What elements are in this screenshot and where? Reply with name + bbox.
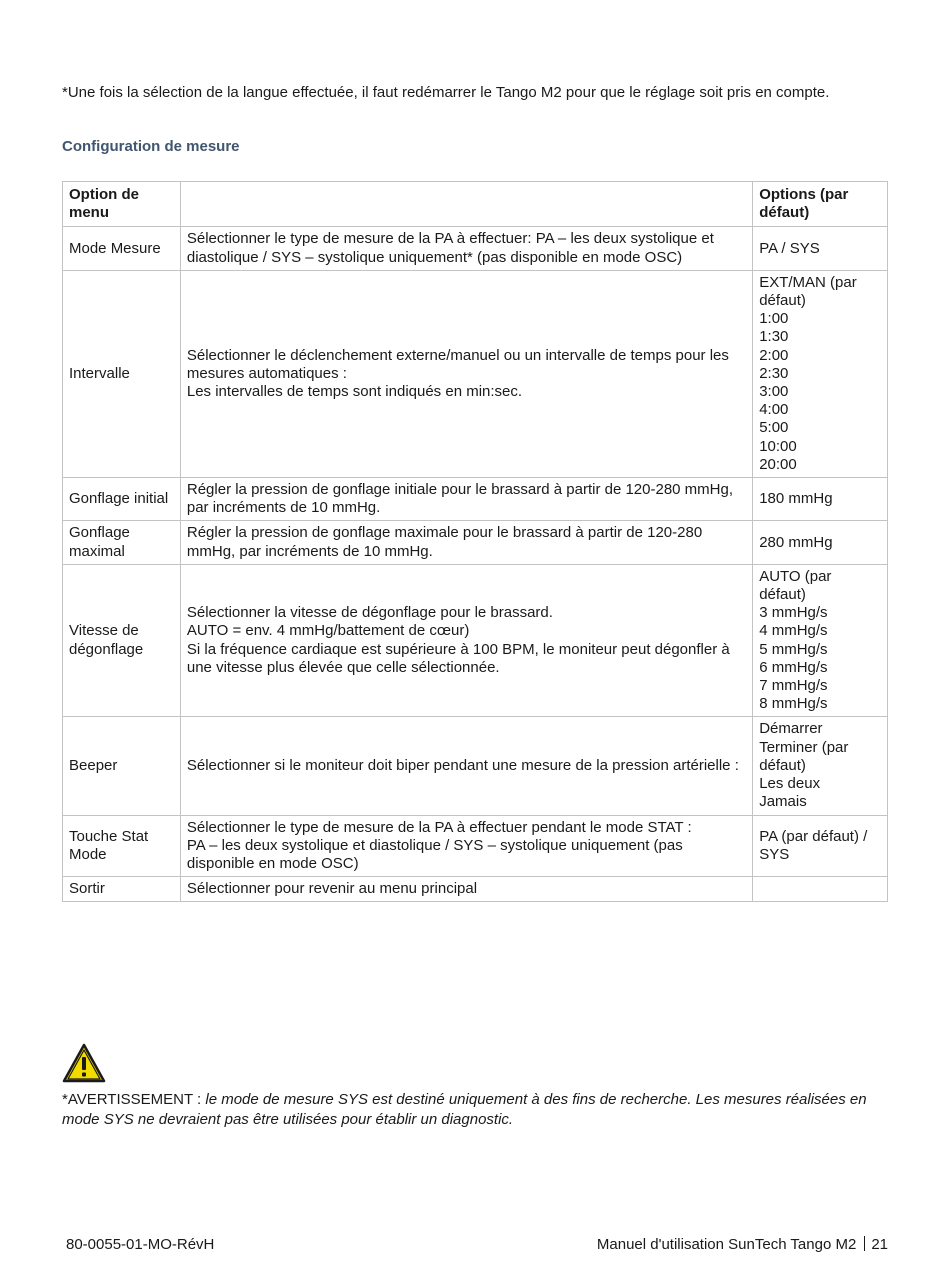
table-row [63, 815, 888, 877]
table-row [63, 270, 888, 477]
warning-text [62, 1090, 892, 1130]
description-cell-line: AUTO = env. 4 mmHg/battement de cœur) [186, 622, 470, 640]
values-cell-line: 5:00 [759, 419, 789, 437]
values-cell-line: 2:30 [759, 364, 789, 382]
header-values: Options (par défaut) [753, 182, 888, 227]
option-cell-line: Gonflage initial [69, 490, 169, 508]
options-table [62, 181, 888, 902]
description-cell-line: Sélectionner pour revenir au menu principal [186, 880, 478, 898]
values-cell-line: 1:00 [759, 310, 789, 328]
values-cell [753, 270, 888, 477]
values-cell [753, 877, 888, 902]
description-cell [180, 877, 752, 902]
values-cell-line: 6 mmHg/s [759, 658, 828, 676]
values-cell-line: 180 mmHg [759, 490, 833, 508]
option-cell-line: Gonflage maximal [69, 524, 130, 560]
description-cell [180, 270, 752, 477]
description-cell [180, 478, 752, 521]
option-cell-line: Sortir [69, 880, 105, 898]
header-description [180, 182, 752, 227]
values-cell-line: 20:00 [759, 455, 797, 473]
values-cell [753, 717, 888, 815]
values-cell-line: Démarrer [759, 720, 823, 738]
values-cell-line: 2:00 [759, 346, 789, 364]
table-row [63, 717, 888, 815]
values-cell-line: 3 mmHg/s [759, 604, 828, 622]
option-cell [63, 564, 181, 717]
description-cell [180, 815, 752, 877]
warning-triangle-icon [62, 1043, 106, 1083]
description-cell-line: Sélectionner si le moniteur doit biper pendant une mesure de la pression artérielle : [186, 756, 739, 774]
values-cell-line: 8 mmHg/s [759, 695, 828, 713]
description-cell-line: PA – les deux systolique et diastolique / SYS – systolique uniquement (pas disponible en mode OSC) [186, 836, 683, 872]
footer-manual-title: Manuel d'utilisation SunTech Tango M2 [596, 1236, 857, 1253]
values-cell-line: 3:00 [759, 383, 789, 401]
footer-doc-number: 80-0055-01-MO-RévH [66, 1236, 215, 1253]
option-cell [63, 227, 181, 270]
values-cell-line: 10:00 [759, 437, 797, 455]
table-row [63, 227, 888, 270]
footer-page-number: 21 [871, 1236, 888, 1253]
description-cell [180, 521, 752, 564]
section-title: Configuration de mesure [62, 138, 240, 155]
description-cell [180, 564, 752, 717]
values-cell-line: 4 mmHg/s [759, 622, 828, 640]
description-cell-line: Sélectionner le type de mesure de la PA à effectuer pendant le mode STAT : [186, 818, 692, 836]
description-cell [180, 717, 752, 815]
values-cell-line: 1:30 [759, 328, 789, 346]
table-row [63, 564, 888, 717]
option-cell-line: Beeper [69, 756, 118, 774]
values-cell-line: Les deux [759, 775, 821, 793]
option-cell-line: Touche Stat Mode [69, 827, 149, 863]
option-cell [63, 478, 181, 521]
values-cell-line: Jamais [759, 793, 807, 811]
values-cell-line: 4:00 [759, 401, 789, 419]
values-cell [753, 564, 888, 717]
table-header-row [63, 182, 888, 227]
table-row [63, 478, 888, 521]
description-cell-line: Sélectionner la vitesse de dégonflage pour le brassard. [186, 604, 553, 622]
values-cell [753, 227, 888, 270]
values-cell-line: PA / SYS [759, 239, 820, 257]
option-cell [63, 270, 181, 477]
values-cell-line: AUTO (par défaut) [759, 567, 832, 604]
values-cell-line: 7 mmHg/s [759, 677, 828, 695]
language-note: *Une fois la sélection de la langue effectuée, il faut redémarrer le Tango M2 pour que le réglage soit pris en compte. [62, 84, 830, 101]
warning-body: le mode de mesure SYS est destiné uniquement à des fins de recherche. Les mesures réalisées en mode SYS ne devraient pas être utilisées pour établir un diagnostic. [62, 1091, 867, 1128]
description-cell-line: Si la fréquence cardiaque est supérieure à 100 BPM, le moniteur peut dégonfler à une vitesse plus élevée que celle sélectionnée. [186, 640, 730, 676]
values-cell [753, 478, 888, 521]
values-cell-line: Terminer (par défaut) [759, 738, 849, 774]
table-row [63, 877, 888, 902]
header-option: Option de menu [63, 182, 181, 227]
footer-right [597, 1236, 888, 1253]
values-cell-line: 280 mmHg [759, 533, 833, 551]
description-cell [180, 227, 752, 270]
values-cell [753, 521, 888, 564]
values-cell-line: 5 mmHg/s [759, 640, 828, 658]
values-cell-line: EXT/MAN (par défaut) [759, 273, 857, 310]
option-cell [63, 877, 181, 902]
values-cell [753, 815, 888, 877]
option-cell [63, 815, 181, 877]
option-cell-line: Intervalle [69, 364, 130, 382]
description-cell-line: Les intervalles de temps sont indiqués en min:sec. [186, 383, 523, 401]
footer-separator [864, 1236, 865, 1251]
description-cell-line: Sélectionner le déclenchement externe/manuel ou un intervalle de temps pour les mesures automatiques : [186, 346, 729, 382]
table-row [63, 521, 888, 564]
description-cell-line: Régler la pression de gonflage maximale pour le brassard à partir de 120-280 mmHg, par incréments de 10 mmHg. [186, 524, 703, 560]
warning-label: *AVERTISSEMENT : [62, 1091, 206, 1108]
description-cell-line: Sélectionner le type de mesure de la PA à effectuer: PA – les deux systolique et diastolique / SYS – systolique uniquement* (pas disponible en mode OSC) [186, 230, 714, 266]
values-cell-line: PA (par défaut) / SYS [759, 827, 868, 863]
option-cell [63, 717, 181, 815]
option-cell-line: Mode Mesure [69, 239, 161, 257]
option-cell [63, 521, 181, 564]
option-cell-line: Vitesse de dégonflage [69, 622, 144, 658]
description-cell-line: Régler la pression de gonflage initiale pour le brassard à partir de 120-280 mmHg, par incréments de 10 mmHg. [186, 481, 734, 517]
table-body [63, 227, 888, 902]
